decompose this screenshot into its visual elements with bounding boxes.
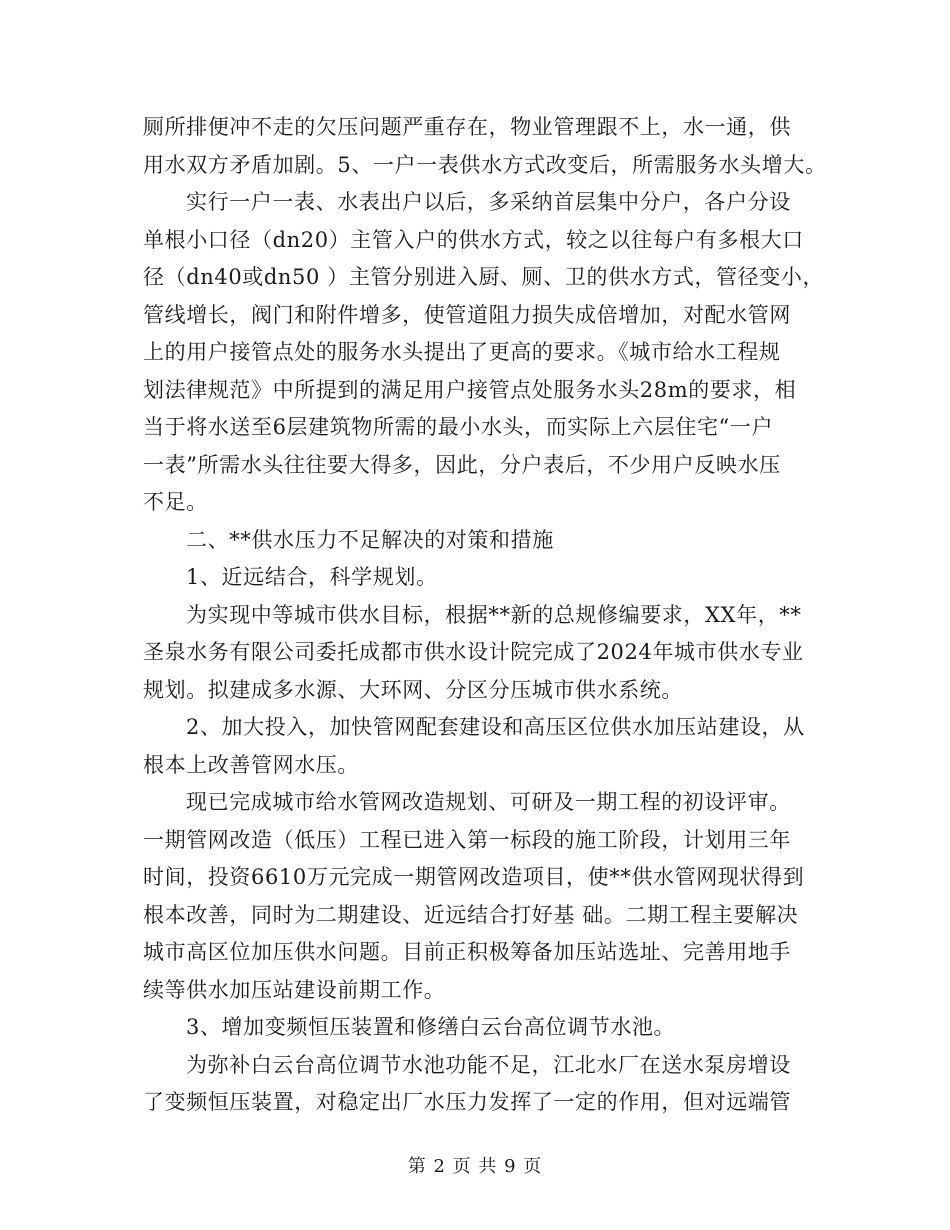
text-line: 二、**供水压力不足解决的对策和措施 [186,527,554,552]
text-line: 3、增加变频恒压装置和修缮白云台高位调节水池。 [186,1015,676,1039]
text-line: 了变频恒压装置，对稳定出厂水压力发挥了一定的作用，但对远端管 [143,1090,791,1114]
text-line: 城市高区位加压供水问题。目前正积极筹备加压站选址、完善用地手 [143,940,791,964]
text-line: 为实现中等城市供水目标，根据**新的总规修编要求，XX年，** [186,602,802,627]
text-line: 不足。 [143,490,208,514]
text-line: 根本改善，同时为二期建设、近远结合打好基 础。二期工程主要解决 [143,902,799,927]
text-line: 2、加大投入，加快管网配套建设和高压区位供水加压站建设，从 [186,715,805,739]
text-line: 管线增长，阀门和附件增多，使管道阻力损失成倍增加，对配水管网 [143,302,791,327]
text-line: 时间，投资6610万元完成一期管网改造项目，使**供水管网现状得到 [143,865,805,889]
text-line: 规划。拟建成多水源、大环网、分区分压城市供水系统。 [143,677,683,702]
document-body [143,109,827,1122]
text-line: 根本上改善管网水压。 [143,752,359,777]
text-line: 1、近远结合，科学规划。 [186,565,438,589]
text-line: 圣泉水务有限公司委托成都市供水设计院完成了2024年城市供水专业 [143,640,804,664]
text-line: 径（dn40或dn50 ）主管分别进入厨、厕、卫的供水方式，管径变小， [143,265,825,289]
text-line: 上的用户接管点处的服务水头提出了更高的要求。《城市给水工程规 [143,340,781,364]
text-line: 划法律规范》中所提到的满足用户接管点处服务水头28m的要求，相 [143,377,797,402]
text-line: 厕所排便冲不走的欠压问题严重存在，物业管理跟不上，水一通，供 [143,115,791,139]
page-number-footer: 第 2 页 共 9 页 [407,1156,543,1177]
text-line: 实行一户一表、水表出户以后，多采纳首层集中分户，各户分设 [186,190,791,214]
text-line: 现已完成城市给水管网改造规划、可研及一期工程的初设评审。 [186,790,791,814]
text-line: 一期管网改造（低压）工程已进入第一标段的施工阶段，计划用三年 [143,827,791,852]
text-line: 用水双方矛盾加剧。5、一户一表供水方式改变后，所需服务水头增大。 [143,152,827,177]
text-line: 当于将水送至6层建筑物所需的最小水头，而实际上六层住宅“一户 [143,415,774,439]
text-line: 一表”所需水头往往要大得多，因此，分户表后，不少用户反映水压 [143,452,781,477]
text-line: 续等供水加压站建设前期工作。 [143,977,446,1002]
text-line: 为弥补白云台高位调节水池功能不足，江北水厂在送水泵房增设 [186,1052,791,1077]
text-line: 单根小口径（dn20）主管入户的供水方式，较之以往每户有多根大口 [143,227,804,252]
